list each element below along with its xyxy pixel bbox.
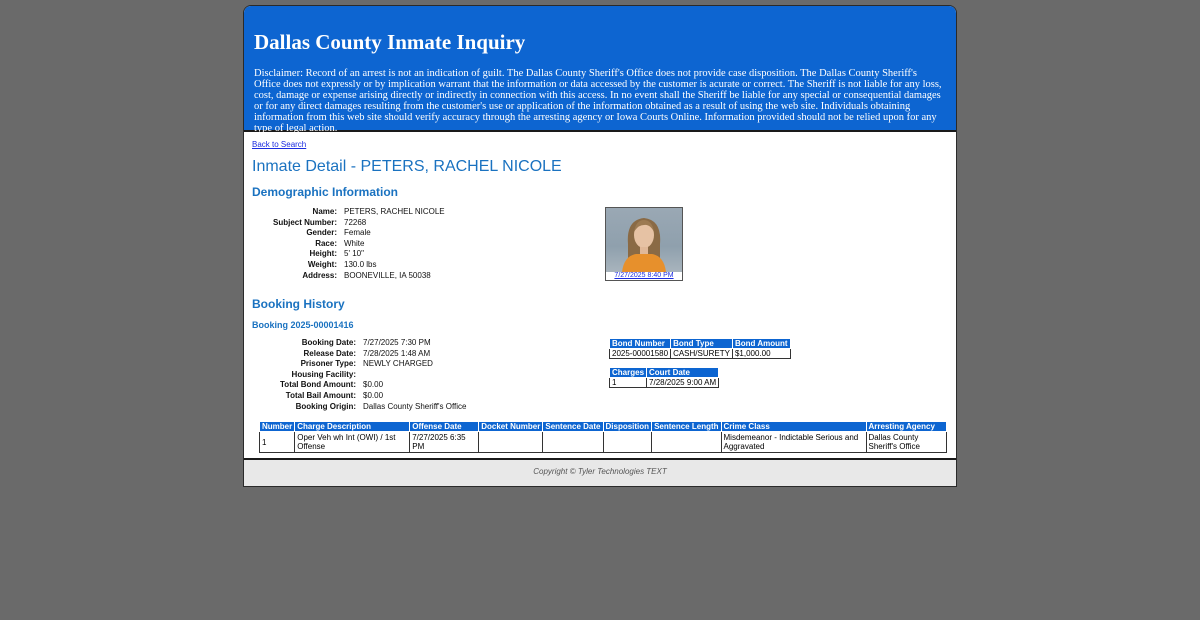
field-value: BOONEVILLE, IA 50038 bbox=[344, 270, 431, 280]
field-label: Weight: bbox=[307, 259, 337, 269]
column-header: Bond Amount bbox=[732, 339, 790, 349]
table-row bbox=[610, 349, 791, 359]
booking-row bbox=[259, 380, 467, 391]
column-header: Number bbox=[260, 422, 295, 432]
column-header: Bond Number bbox=[610, 339, 671, 349]
table-row bbox=[260, 432, 947, 453]
booking-row bbox=[259, 391, 467, 402]
court-table bbox=[609, 367, 719, 388]
page-title: Inmate Detail - PETERS, RACHEL NICOLE bbox=[252, 158, 562, 175]
field-value: 5' 10" bbox=[344, 249, 364, 259]
table-cell: CASH/SURETY bbox=[671, 349, 733, 359]
field-value: Female bbox=[344, 228, 371, 238]
demographic-row bbox=[259, 207, 445, 218]
field-label: Name: bbox=[312, 207, 337, 216]
table-cell: Misdemeanor - Indictable Serious and Aggravated bbox=[721, 432, 866, 453]
table-cell: $1,000.00 bbox=[732, 349, 790, 359]
bond-table-header bbox=[610, 339, 791, 349]
booking-history-heading: Booking History bbox=[252, 297, 345, 311]
field-label: Total Bond Amount: bbox=[280, 380, 356, 390]
field-label: Release Date: bbox=[303, 348, 356, 358]
mugshot-image bbox=[606, 208, 682, 272]
charges-table-header bbox=[260, 422, 947, 432]
table-cell: 1 bbox=[260, 432, 295, 453]
booking-details-list bbox=[259, 338, 467, 412]
booking-row bbox=[259, 338, 467, 349]
booking-row bbox=[259, 370, 467, 381]
column-header: Docket Number bbox=[479, 422, 543, 432]
field-value: $0.00 bbox=[363, 390, 384, 400]
table-cell: 1 bbox=[610, 378, 647, 388]
mugshot-photo[interactable] bbox=[605, 207, 683, 281]
site-header bbox=[244, 6, 956, 132]
column-header: Arresting Agency bbox=[866, 422, 946, 432]
column-header: Charge Description bbox=[295, 422, 410, 432]
booking-row bbox=[259, 359, 467, 370]
field-label: Booking Date: bbox=[301, 338, 356, 347]
table-cell: 7/28/2025 9:00 AM bbox=[647, 378, 719, 388]
back-to-search-link[interactable]: Back to Search bbox=[252, 140, 307, 149]
column-header: Bond Type bbox=[671, 339, 733, 349]
booking-row bbox=[259, 402, 467, 413]
field-value: 7/28/2025 1:48 AM bbox=[363, 348, 431, 358]
table-cell: Oper Veh wh Int (OWI) / 1st Offense bbox=[295, 432, 410, 453]
inmate-detail-content bbox=[244, 132, 956, 458]
table-cell: 2025-00001580 bbox=[610, 349, 671, 359]
main-panel bbox=[243, 5, 957, 487]
table-cell bbox=[652, 432, 721, 453]
table-cell bbox=[603, 432, 652, 453]
demographic-heading: Demographic Information bbox=[252, 185, 399, 199]
field-label: Booking Origin: bbox=[295, 401, 356, 411]
field-label: Housing Facility: bbox=[291, 369, 356, 379]
table-cell: Dallas County Sheriff's Office bbox=[866, 432, 946, 453]
copyright-text: Copyright © Tyler Technologies TEXT bbox=[533, 467, 667, 476]
demographic-row bbox=[259, 260, 445, 271]
table-cell bbox=[479, 432, 543, 453]
column-header: Court Date bbox=[647, 368, 719, 378]
field-value: PETERS, RACHEL NICOLE bbox=[344, 207, 445, 216]
charges-table bbox=[259, 421, 947, 453]
column-header: Offense Date bbox=[410, 422, 479, 432]
column-header: Sentence Length bbox=[652, 422, 721, 432]
field-label: Address: bbox=[302, 270, 337, 280]
field-value: 7/27/2025 7:30 PM bbox=[363, 338, 431, 347]
field-label: Gender: bbox=[306, 228, 337, 238]
booking-heading: Booking 2025-00001416 bbox=[252, 320, 354, 330]
field-value: 72268 bbox=[344, 217, 367, 227]
demographic-list bbox=[259, 207, 445, 281]
field-label: Height: bbox=[309, 249, 337, 259]
column-header: Sentence Date bbox=[543, 422, 603, 432]
field-label: Subject Number: bbox=[272, 217, 337, 227]
table-cell: 7/27/2025 6:35 PM bbox=[410, 432, 479, 453]
field-label: Race: bbox=[315, 238, 337, 248]
page-footer bbox=[244, 458, 956, 487]
field-label: Total Bail Amount: bbox=[285, 390, 356, 400]
field-value: 130.0 lbs bbox=[344, 259, 377, 269]
column-header: Charges bbox=[610, 368, 647, 378]
disclaimer-text: Disclaimer: Record of an arrest is not an indication of guilt. The Dallas County Sheriff's Office does not provide case disposition. The Dallas County Sheriff's Office does not expressly or by implication warrant that the information or data accessed by the customer is acurate or correct. The Sheriff is not liable for any loss, cost, damage or expense arising directly or indirectly in connection with this access. In no event shall the Sheriff be liable for any special or consequential damages or for any direct damages resulting from the customer's use or application of the information obtained as a result of using the web site. Individuals obtaining information from this web site should verify accuracy through the arresting agency or Iowa Courts Online. Information provided should not be relied upon for any type of legal action. bbox=[254, 68, 942, 134]
booking-row bbox=[259, 349, 467, 360]
table-cell bbox=[543, 432, 603, 453]
field-value: Dallas County Sheriff's Office bbox=[363, 401, 467, 411]
demographic-row bbox=[259, 218, 445, 229]
bond-table bbox=[609, 338, 791, 359]
demographic-row bbox=[259, 249, 445, 260]
demographic-row bbox=[259, 239, 445, 250]
table-row bbox=[610, 378, 719, 388]
field-label: Prisoner Type: bbox=[300, 359, 356, 369]
column-header: Disposition bbox=[603, 422, 652, 432]
field-value: $0.00 bbox=[363, 380, 384, 390]
demographic-row bbox=[259, 271, 445, 282]
site-title: Dallas County Inmate Inquiry bbox=[254, 30, 526, 54]
mugshot-date-link[interactable]: 7/27/2025 8:40 PM bbox=[614, 272, 674, 279]
field-value: White bbox=[344, 238, 365, 248]
column-header: Crime Class bbox=[721, 422, 866, 432]
court-table-header bbox=[610, 368, 719, 378]
field-value: NEWLY CHARGED bbox=[363, 359, 433, 369]
demographic-row bbox=[259, 228, 445, 239]
